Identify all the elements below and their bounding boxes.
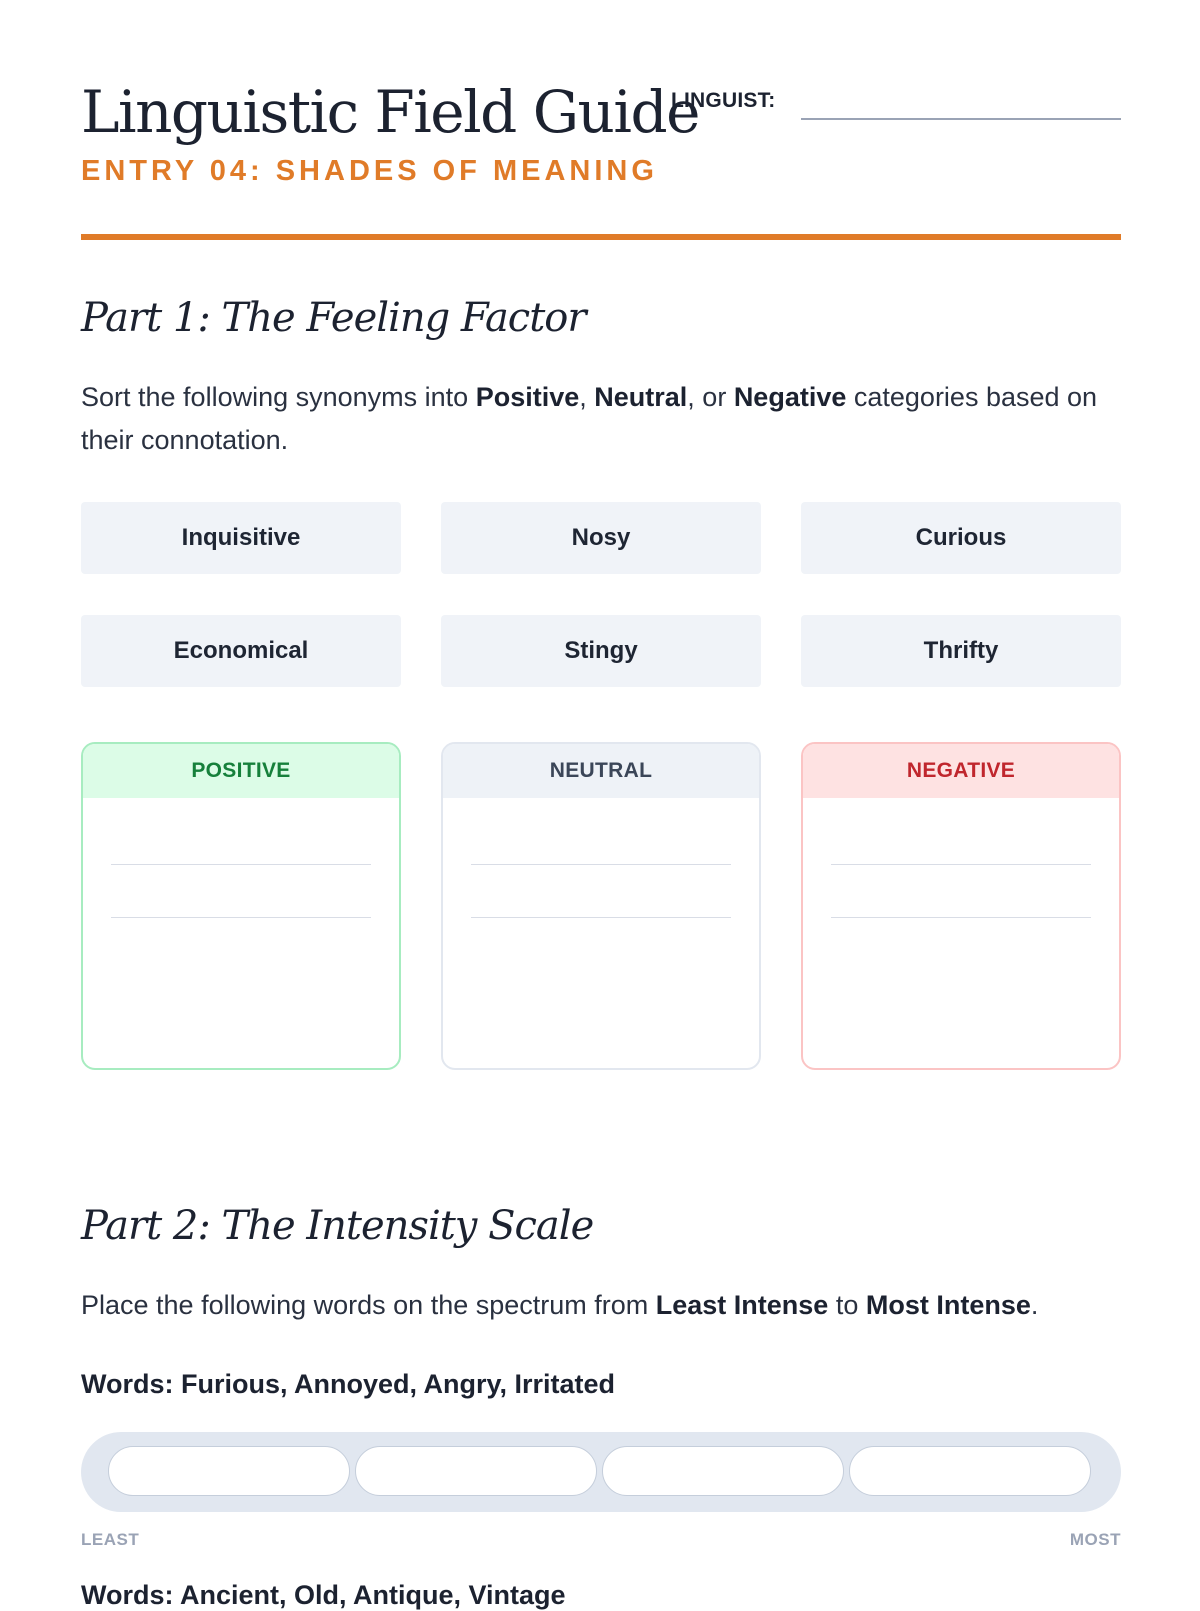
word-chip-inquisitive[interactable]: Inquisitive [81, 502, 401, 574]
positive-category-box[interactable] [81, 742, 401, 1070]
answer-line [471, 917, 731, 918]
entry-subtitle: ENTRY 04: SHADES OF MEANING [81, 155, 658, 187]
word-set-1-label: Words: Furious, Annoyed, Angry, Irritated [81, 1369, 616, 1399]
answer-line [111, 864, 371, 865]
part2-instructions: Place the following words on the spectrum from Least Intense to Most Intense. [81, 1290, 1039, 1320]
word-chip-nosy[interactable]: Nosy [441, 502, 761, 574]
scale-slot-3[interactable] [602, 1446, 844, 1496]
scale-slot-2[interactable] [355, 1446, 597, 1496]
most-label: MOST [1069, 1530, 1121, 1549]
linguist-label: LINGUIST: [671, 89, 776, 112]
neutral-header: NEUTRAL [443, 744, 759, 798]
positive-header: POSITIVE [83, 744, 399, 798]
scale-slot-1[interactable] [108, 1446, 350, 1496]
word-set-2-label: Words: Ancient, Old, Antique, Vintage [81, 1580, 566, 1610]
word-chip-economical[interactable]: Economical [81, 615, 401, 687]
neutral-category-box[interactable] [441, 742, 761, 1070]
scale-slot-4[interactable] [849, 1446, 1091, 1496]
header-divider [81, 234, 1121, 240]
linguist-name-line[interactable] [801, 118, 1121, 120]
least-label: LEAST [81, 1530, 140, 1549]
negative-header: NEGATIVE [803, 744, 1119, 798]
word-chip-stingy[interactable]: Stingy [441, 615, 761, 687]
worksheet-page [81, 0, 1121, 1610]
part2-title: Part 2: The Intensity Scale [81, 1203, 594, 1249]
page-title: Linguistic Field Guide [81, 78, 699, 146]
word-chip-curious[interactable]: Curious [801, 502, 1121, 574]
answer-line [831, 864, 1091, 865]
answer-line [471, 864, 731, 865]
intensity-scale-track [81, 1432, 1121, 1512]
answer-line [831, 917, 1091, 918]
part1-instructions: Sort the following synonyms into Positive, Neutral, or Negative categories based on their connotation. [81, 382, 1098, 455]
part1-title: Part 1: The Feeling Factor [81, 295, 586, 341]
word-chip-thrifty[interactable]: Thrifty [801, 615, 1121, 687]
answer-line [111, 917, 371, 918]
negative-category-box[interactable] [801, 742, 1121, 1070]
